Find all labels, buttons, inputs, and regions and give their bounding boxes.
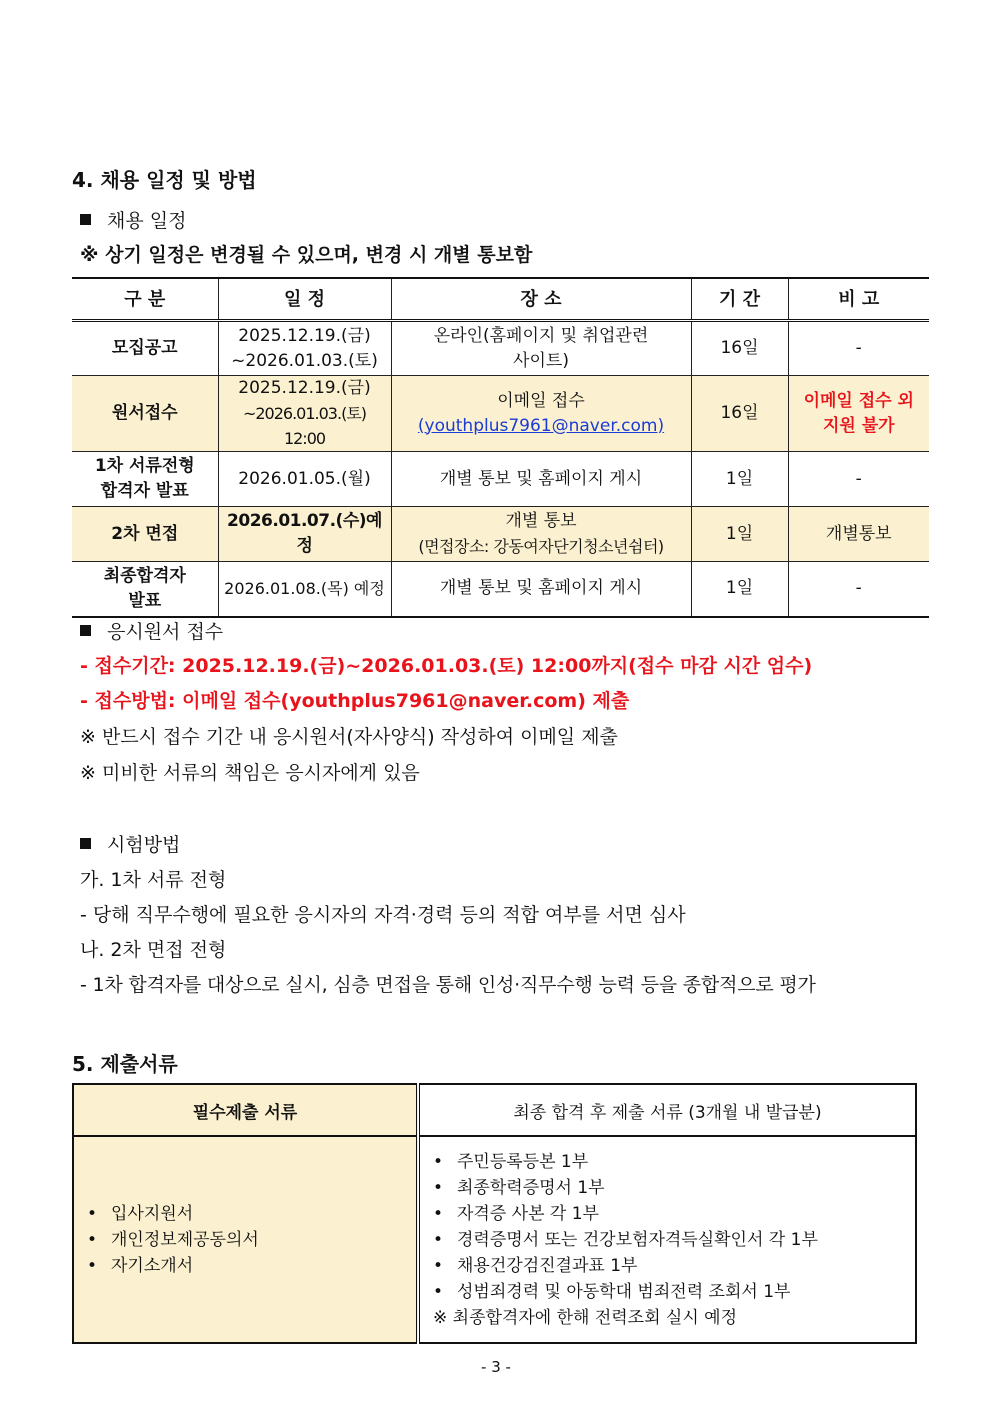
row-place bbox=[391, 321, 691, 376]
header-place: 장 소 bbox=[391, 278, 691, 321]
row-place: 개별 통보 및 홈페이지 게시 bbox=[391, 562, 691, 617]
list-item-text: 입사지원서 bbox=[111, 1203, 194, 1224]
final-docs-list bbox=[421, 1149, 914, 1305]
date-line: ~2026.01.03.(토) bbox=[231, 350, 378, 371]
application-period: - 접수기간: 2025.12.19.(금)~2026.01.03.(토) 12:00까지(접수 마감 시간 엄수) bbox=[80, 655, 813, 677]
documents-header-row bbox=[73, 1084, 916, 1136]
note-line: 지원 불가 bbox=[822, 415, 895, 436]
row-date bbox=[218, 376, 391, 452]
schedule-label-line bbox=[80, 206, 186, 233]
header-period: 기 간 bbox=[691, 278, 788, 321]
exam-step-2-title: 나. 2차 면접 전형 bbox=[80, 939, 227, 961]
row-date: 2026.01.05.(월) bbox=[218, 452, 391, 507]
row-place: 개별 통보 및 홈페이지 게시 bbox=[391, 452, 691, 507]
required-docs-header: 필수제출 서류 bbox=[73, 1084, 418, 1136]
list-item bbox=[87, 1201, 415, 1227]
row-note: - bbox=[788, 562, 929, 617]
row-note: 개별통보 bbox=[788, 507, 929, 562]
row-category: 모집공고 bbox=[72, 321, 218, 376]
documents-row bbox=[73, 1136, 916, 1343]
place-line: 이메일 접수 bbox=[497, 390, 585, 411]
list-item bbox=[433, 1253, 914, 1279]
table-row bbox=[72, 562, 929, 617]
bullet-icon: • bbox=[433, 1255, 444, 1276]
category-line: 1차 서류전형 bbox=[94, 456, 195, 476]
header-category: 구 분 bbox=[72, 278, 218, 321]
bullet-icon: • bbox=[433, 1229, 444, 1250]
row-category bbox=[72, 452, 218, 507]
square-bullet-icon bbox=[80, 625, 91, 636]
row-date: 2026.01.07.(수)예정 bbox=[218, 507, 391, 562]
table-row bbox=[72, 376, 929, 452]
category-line: 발표 bbox=[128, 590, 162, 611]
list-item bbox=[433, 1201, 914, 1227]
page-number: - 3 - bbox=[481, 1358, 511, 1376]
place-line: 사이트) bbox=[513, 350, 569, 371]
final-docs-cell bbox=[418, 1136, 916, 1343]
application-note-1: ※ 반드시 접수 기간 내 응시원서(자사양식) 작성하여 이메일 제출 bbox=[80, 726, 618, 748]
section-4-heading: 4. 채용 일정 및 방법 bbox=[72, 168, 257, 192]
final-docs-note: ※ 최종합격자에 한해 전력조회 실시 예정 bbox=[433, 1307, 738, 1328]
row-place bbox=[391, 507, 691, 562]
list-item-text: 채용건강검진결과표 1부 bbox=[457, 1255, 638, 1276]
row-period: 1일 bbox=[691, 507, 788, 562]
list-item bbox=[433, 1149, 914, 1175]
list-item bbox=[87, 1253, 415, 1279]
list-item bbox=[433, 1279, 914, 1305]
list-item bbox=[433, 1175, 914, 1201]
bullet-icon: • bbox=[87, 1203, 98, 1224]
list-item bbox=[433, 1227, 914, 1253]
list-item-text: 주민등록등본 1부 bbox=[457, 1151, 589, 1172]
list-item-text: 최종학력증명서 1부 bbox=[457, 1177, 605, 1198]
date-line: ~2026.01.03.(토) 12:00 bbox=[242, 404, 367, 448]
bullet-icon: • bbox=[87, 1255, 98, 1276]
row-note: - bbox=[788, 452, 929, 507]
row-category: 원서접수 bbox=[72, 376, 218, 452]
row-date: 2026.01.08.(목) 예정 bbox=[218, 562, 391, 617]
header-date: 일 정 bbox=[218, 278, 391, 321]
place-line: 개별 통보 bbox=[505, 511, 577, 531]
schedule-notice: ※ 상기 일정은 변경될 수 있으며, 변경 시 개별 통보함 bbox=[80, 244, 533, 266]
documents-table bbox=[72, 1083, 917, 1344]
category-line: 합격자 발표 bbox=[100, 481, 189, 501]
application-label-line bbox=[80, 617, 223, 644]
row-period: 1일 bbox=[691, 562, 788, 617]
note-line: 이메일 접수 외 bbox=[803, 390, 914, 411]
required-docs-cell bbox=[73, 1136, 418, 1343]
row-category: 2차 면접 bbox=[72, 507, 218, 562]
row-category bbox=[72, 562, 218, 617]
application-label: 응시원서 접수 bbox=[107, 621, 224, 643]
table-row bbox=[72, 321, 929, 376]
exam-step-1-desc: - 당해 직무수행에 필요한 응시자의 자격·경력 등의 적합 여부를 서면 심사 bbox=[80, 904, 686, 926]
exam-label: 시험방법 bbox=[107, 834, 181, 856]
bullet-icon: • bbox=[87, 1229, 98, 1250]
application-note-2: ※ 미비한 서류의 책임은 응시자에게 있음 bbox=[80, 762, 420, 784]
application-method: - 접수방법: 이메일 접수(youthplus7961@naver.com) 제출 bbox=[80, 690, 630, 712]
email-link[interactable]: (youthplus7961@naver.com) bbox=[417, 415, 665, 436]
date-line: 2025.12.19.(금) bbox=[238, 325, 371, 346]
place-line: 온라인(홈페이지 및 취업관련 bbox=[433, 325, 649, 346]
square-bullet-icon bbox=[80, 214, 91, 225]
bullet-icon: • bbox=[433, 1203, 444, 1224]
row-place bbox=[391, 376, 691, 452]
required-docs-list bbox=[75, 1201, 415, 1279]
final-docs-header: 최종 합격 후 제출 서류 (3개월 내 발급분) bbox=[418, 1084, 916, 1136]
date-line: 2025.12.19.(금) bbox=[238, 378, 371, 398]
header-note: 비 고 bbox=[788, 278, 929, 321]
schedule-table bbox=[72, 277, 929, 618]
square-bullet-icon bbox=[80, 838, 91, 849]
row-period: 16일 bbox=[691, 321, 788, 376]
list-item-text: 자격증 사본 각 1부 bbox=[457, 1203, 599, 1224]
row-note: - bbox=[788, 321, 929, 376]
list-item-text: 성범죄경력 및 아동학대 범죄전력 조회서 1부 bbox=[457, 1281, 791, 1302]
list-item bbox=[87, 1227, 415, 1253]
list-item-text: 자기소개서 bbox=[111, 1255, 194, 1276]
schedule-header-row bbox=[72, 278, 929, 321]
list-item-text: 경력증명서 또는 건강보험자격득실확인서 각 1부 bbox=[457, 1229, 818, 1250]
exam-step-1-title: 가. 1차 서류 전형 bbox=[80, 869, 227, 891]
row-note bbox=[788, 376, 929, 452]
list-item-text: 개인정보제공동의서 bbox=[111, 1229, 259, 1250]
bullet-icon: • bbox=[433, 1177, 444, 1198]
table-row bbox=[72, 452, 929, 507]
row-date bbox=[218, 321, 391, 376]
table-row bbox=[72, 507, 929, 562]
section-5-heading: 5. 제출서류 bbox=[72, 1052, 178, 1076]
bullet-icon: • bbox=[433, 1281, 444, 1302]
category-line: 최종합격자 bbox=[103, 565, 186, 586]
row-period: 16일 bbox=[691, 376, 788, 452]
row-period: 1일 bbox=[691, 452, 788, 507]
exam-label-line bbox=[80, 830, 180, 857]
bullet-icon: • bbox=[433, 1151, 444, 1172]
exam-step-2-desc: - 1차 합격자를 대상으로 실시, 심층 면접을 통해 인성·직무수행 능력 등을 종합적으로 평가 bbox=[80, 974, 816, 996]
schedule-label: 채용 일정 bbox=[107, 210, 187, 232]
place-line: (면접장소: 강동여자단기청소년쉼터) bbox=[418, 537, 664, 556]
